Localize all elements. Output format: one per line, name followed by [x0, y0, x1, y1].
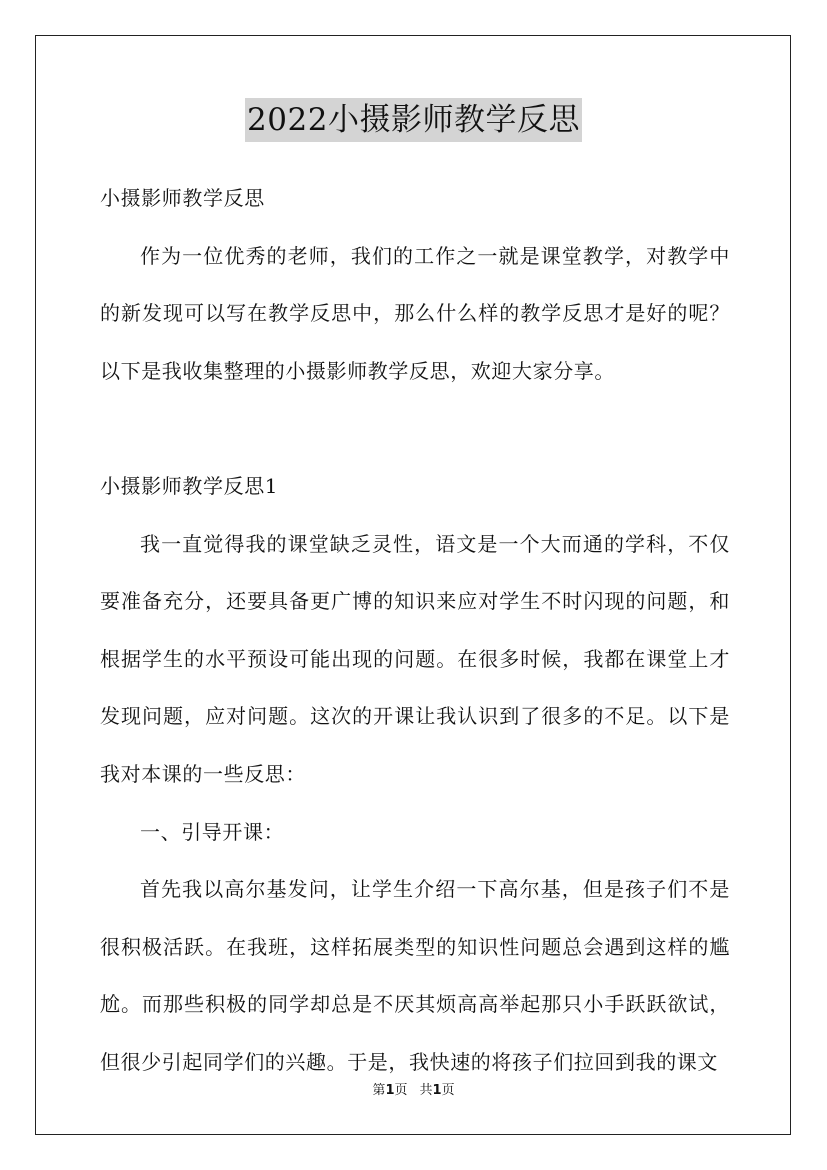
page-prefix: 第	[372, 1083, 386, 1098]
page-suffix: 页	[394, 1083, 408, 1098]
document-title: 2022小摄影师教学反思	[245, 98, 582, 142]
intro-paragraph: 作为一位优秀的老师，我们的工作之一就是课堂教学，对教学中的新发现可以写在教学反思中，那么什么样的教学反思才是好的呢？以下是我收集整理的小摄影师教学反思，欢迎大家分享。	[100, 243, 730, 383]
sub-heading: 一、引导开课：	[140, 819, 285, 844]
page-total: 1	[432, 1083, 442, 1098]
total-prefix: 共	[419, 1083, 433, 1098]
total-suffix: 页	[441, 1083, 455, 1098]
page-number: 1	[385, 1083, 395, 1098]
page-footer	[0, 1081, 827, 1101]
document-subtitle: 小摄影师教学反思	[100, 186, 265, 210]
body-paragraph: 我一直觉得我的课堂缺乏灵性，语文是一个大而通的学科，不仅要准备充分，还要具备更广博的知识来应对学生不时闪现的问题，和根据学生的水平预设可能出现的问题。在很多时候，我都在课堂上才发现问题，应对问题。这次的开课让我认识到了很多的不足。以下是我对本课的一些反思：	[100, 531, 730, 786]
document-body	[100, 170, 730, 1092]
section-spacer	[100, 400, 730, 458]
title-container	[0, 98, 827, 142]
body-paragraph: 首先我以高尔基发问，让学生介绍一下高尔基，但是孩子们不是很积极活跃。在我班，这样拓展类型的知识性问题总会遇到这样的尴尬。而那些积极的同学却总是不厌其烦高高举起那只小手跃跃欲试，但很少引起同学们的兴趣。于是，我快速的将孩子们拉回到我的课文	[100, 877, 730, 1074]
section-heading: 小摄影师教学反思1	[100, 473, 279, 498]
